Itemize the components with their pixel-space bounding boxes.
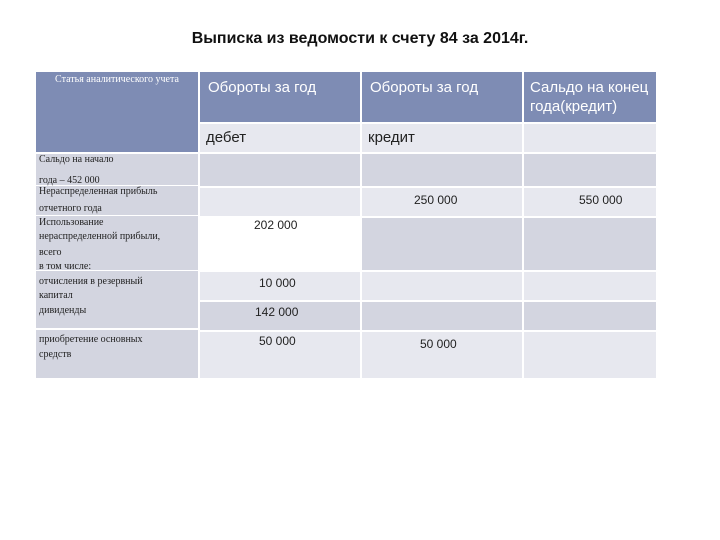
cell-opening-balance — [524, 154, 656, 186]
header-debit-turnover-label: Обороты за год — [208, 79, 317, 96]
value-fixed-assets-debit: 50 000 — [259, 334, 296, 348]
header-cell-debit-turnover — [200, 72, 360, 122]
row-label-usage-3: всего — [39, 247, 62, 258]
row-label-usage-2: нераспределенной прибыли, — [39, 231, 161, 242]
header-article-label: Статья аналитического учета — [55, 74, 179, 85]
cell-dividends-balance — [524, 302, 656, 330]
account-statement-table — [36, 72, 656, 378]
row-label-opening-balance-1: Сальдо на начало — [39, 154, 114, 165]
row-label-retained-earnings-1: Нераспределенная прибыль — [39, 186, 158, 197]
row-label-usage-4: в том числе: — [39, 261, 92, 272]
header-cell-closing-balance — [524, 72, 656, 122]
cell-opening-debit — [200, 154, 360, 186]
subheader-cell-debit — [200, 124, 360, 152]
cell-fixed-assets-balance — [524, 332, 656, 378]
row-label-opening-balance-2: года – 452 000 — [39, 175, 100, 186]
page-title: Выписка из ведомости к счету 84 за 2014г. — [191, 30, 529, 47]
row-label-dividends: дивиденды — [39, 305, 87, 316]
row-divider — [36, 215, 198, 216]
cell-dividends-credit — [362, 302, 522, 330]
row-label-reserve-2: капитал — [39, 290, 73, 301]
cell-opening-credit — [362, 154, 522, 186]
row-label-fixed-assets-2: средств — [39, 349, 72, 360]
row-label-reserve-1: отчисления в резервный — [39, 276, 143, 287]
header-closing-balance-label: Сальдо на конец года(кредит) — [530, 79, 649, 115]
row-label-fixed-assets-1: приобретение основных — [39, 334, 143, 345]
header-cell-credit-turnover — [362, 72, 522, 122]
row-label-retained-earnings-2: отчетного года — [39, 203, 102, 214]
value-usage-debit: 202 000 — [254, 218, 298, 232]
value-reserve-debit: 10 000 — [259, 276, 296, 290]
cell-reserve-credit — [362, 272, 522, 300]
subheader-cell-credit — [362, 124, 522, 152]
cell-usage-balance — [524, 218, 656, 270]
header-cell-article — [36, 72, 198, 152]
value-retained-credit: 250 000 — [414, 193, 458, 207]
cell-reserve-balance — [524, 272, 656, 300]
value-fixed-assets-credit: 50 000 — [420, 337, 457, 351]
cell-retained-debit — [200, 188, 360, 216]
subheader-cell-balance — [524, 124, 656, 152]
header-credit-turnover-label: Обороты за год — [370, 79, 479, 96]
cell-usage-credit — [362, 218, 522, 270]
subheader-debit-label: дебет — [206, 129, 247, 146]
value-dividends-debit: 142 000 — [255, 305, 299, 319]
row-divider — [36, 328, 198, 330]
row-label-usage-1: Использование — [39, 217, 104, 228]
subheader-credit-label: кредит — [368, 129, 415, 146]
value-retained-closing: 550 000 — [579, 193, 623, 207]
